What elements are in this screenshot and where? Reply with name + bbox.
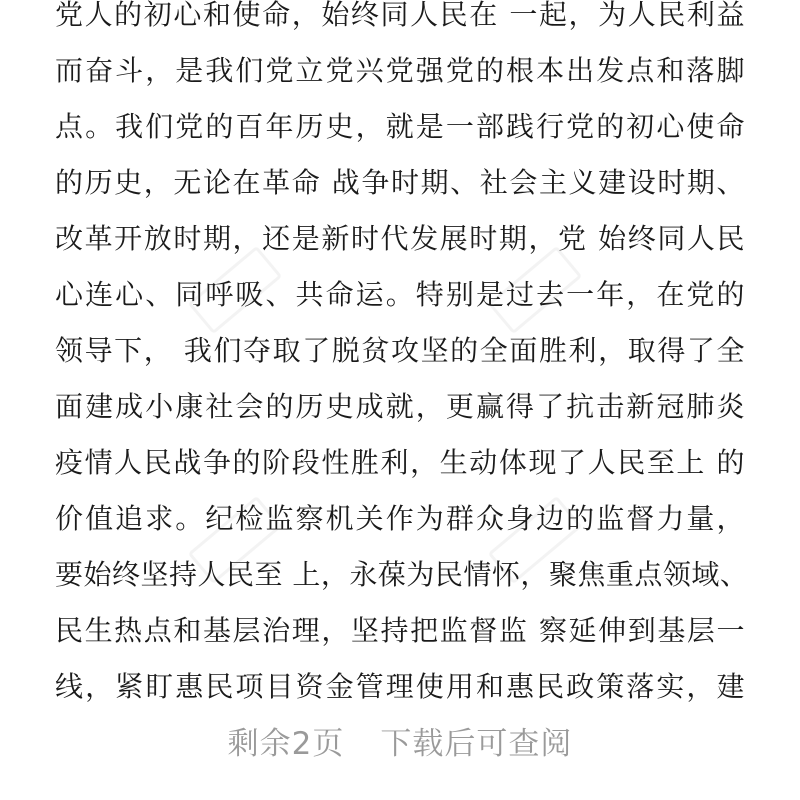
text-line: 心连心、同呼吸、共命运。特别是过去一年，在党的	[55, 278, 745, 311]
text-line: 而奋斗，是我们党立党兴党强党的根本出发点和落脚	[55, 54, 745, 87]
download-prompt[interactable]	[0, 718, 800, 763]
remaining-pages-label: 剩余2页	[227, 726, 345, 762]
text-line: 点。我们党的百年历史，就是一部践行党的初心使命	[55, 110, 745, 143]
download-hint-label: 下载后可查阅	[380, 726, 573, 762]
text-line: 领导下， 我们夺取了脱贫攻坚的全面胜利，取得了全	[55, 334, 745, 367]
text-line: 改革开放时期，还是新时代发展时期，党 始终同人民	[55, 222, 745, 255]
text-line: 的历史，无论在革命 战争时期、社会主义建设时期、	[55, 166, 745, 199]
text-line: 价值追求。纪检监察机关作为群众身边的监督力量，	[55, 502, 745, 535]
text-line: 面建成小康社会的历史成就，更赢得了抗击新冠肺炎	[55, 390, 745, 423]
text-line: 要始终坚持人民至 上，永葆为民情怀，聚焦重点领域、	[55, 558, 749, 591]
text-line: 疫情人民战争的阶段性胜利，生动体现了人民至上 的	[55, 446, 745, 479]
text-line: 线，紧盯惠民项目资金管理使用和惠民政策落实，建	[55, 670, 745, 703]
text-line: 党人的初心和使命，始终同人民在 一起，为人民利益	[55, 0, 745, 31]
text-line: 民生热点和基层治理，坚持把监督监 察延伸到基层一	[55, 614, 745, 647]
